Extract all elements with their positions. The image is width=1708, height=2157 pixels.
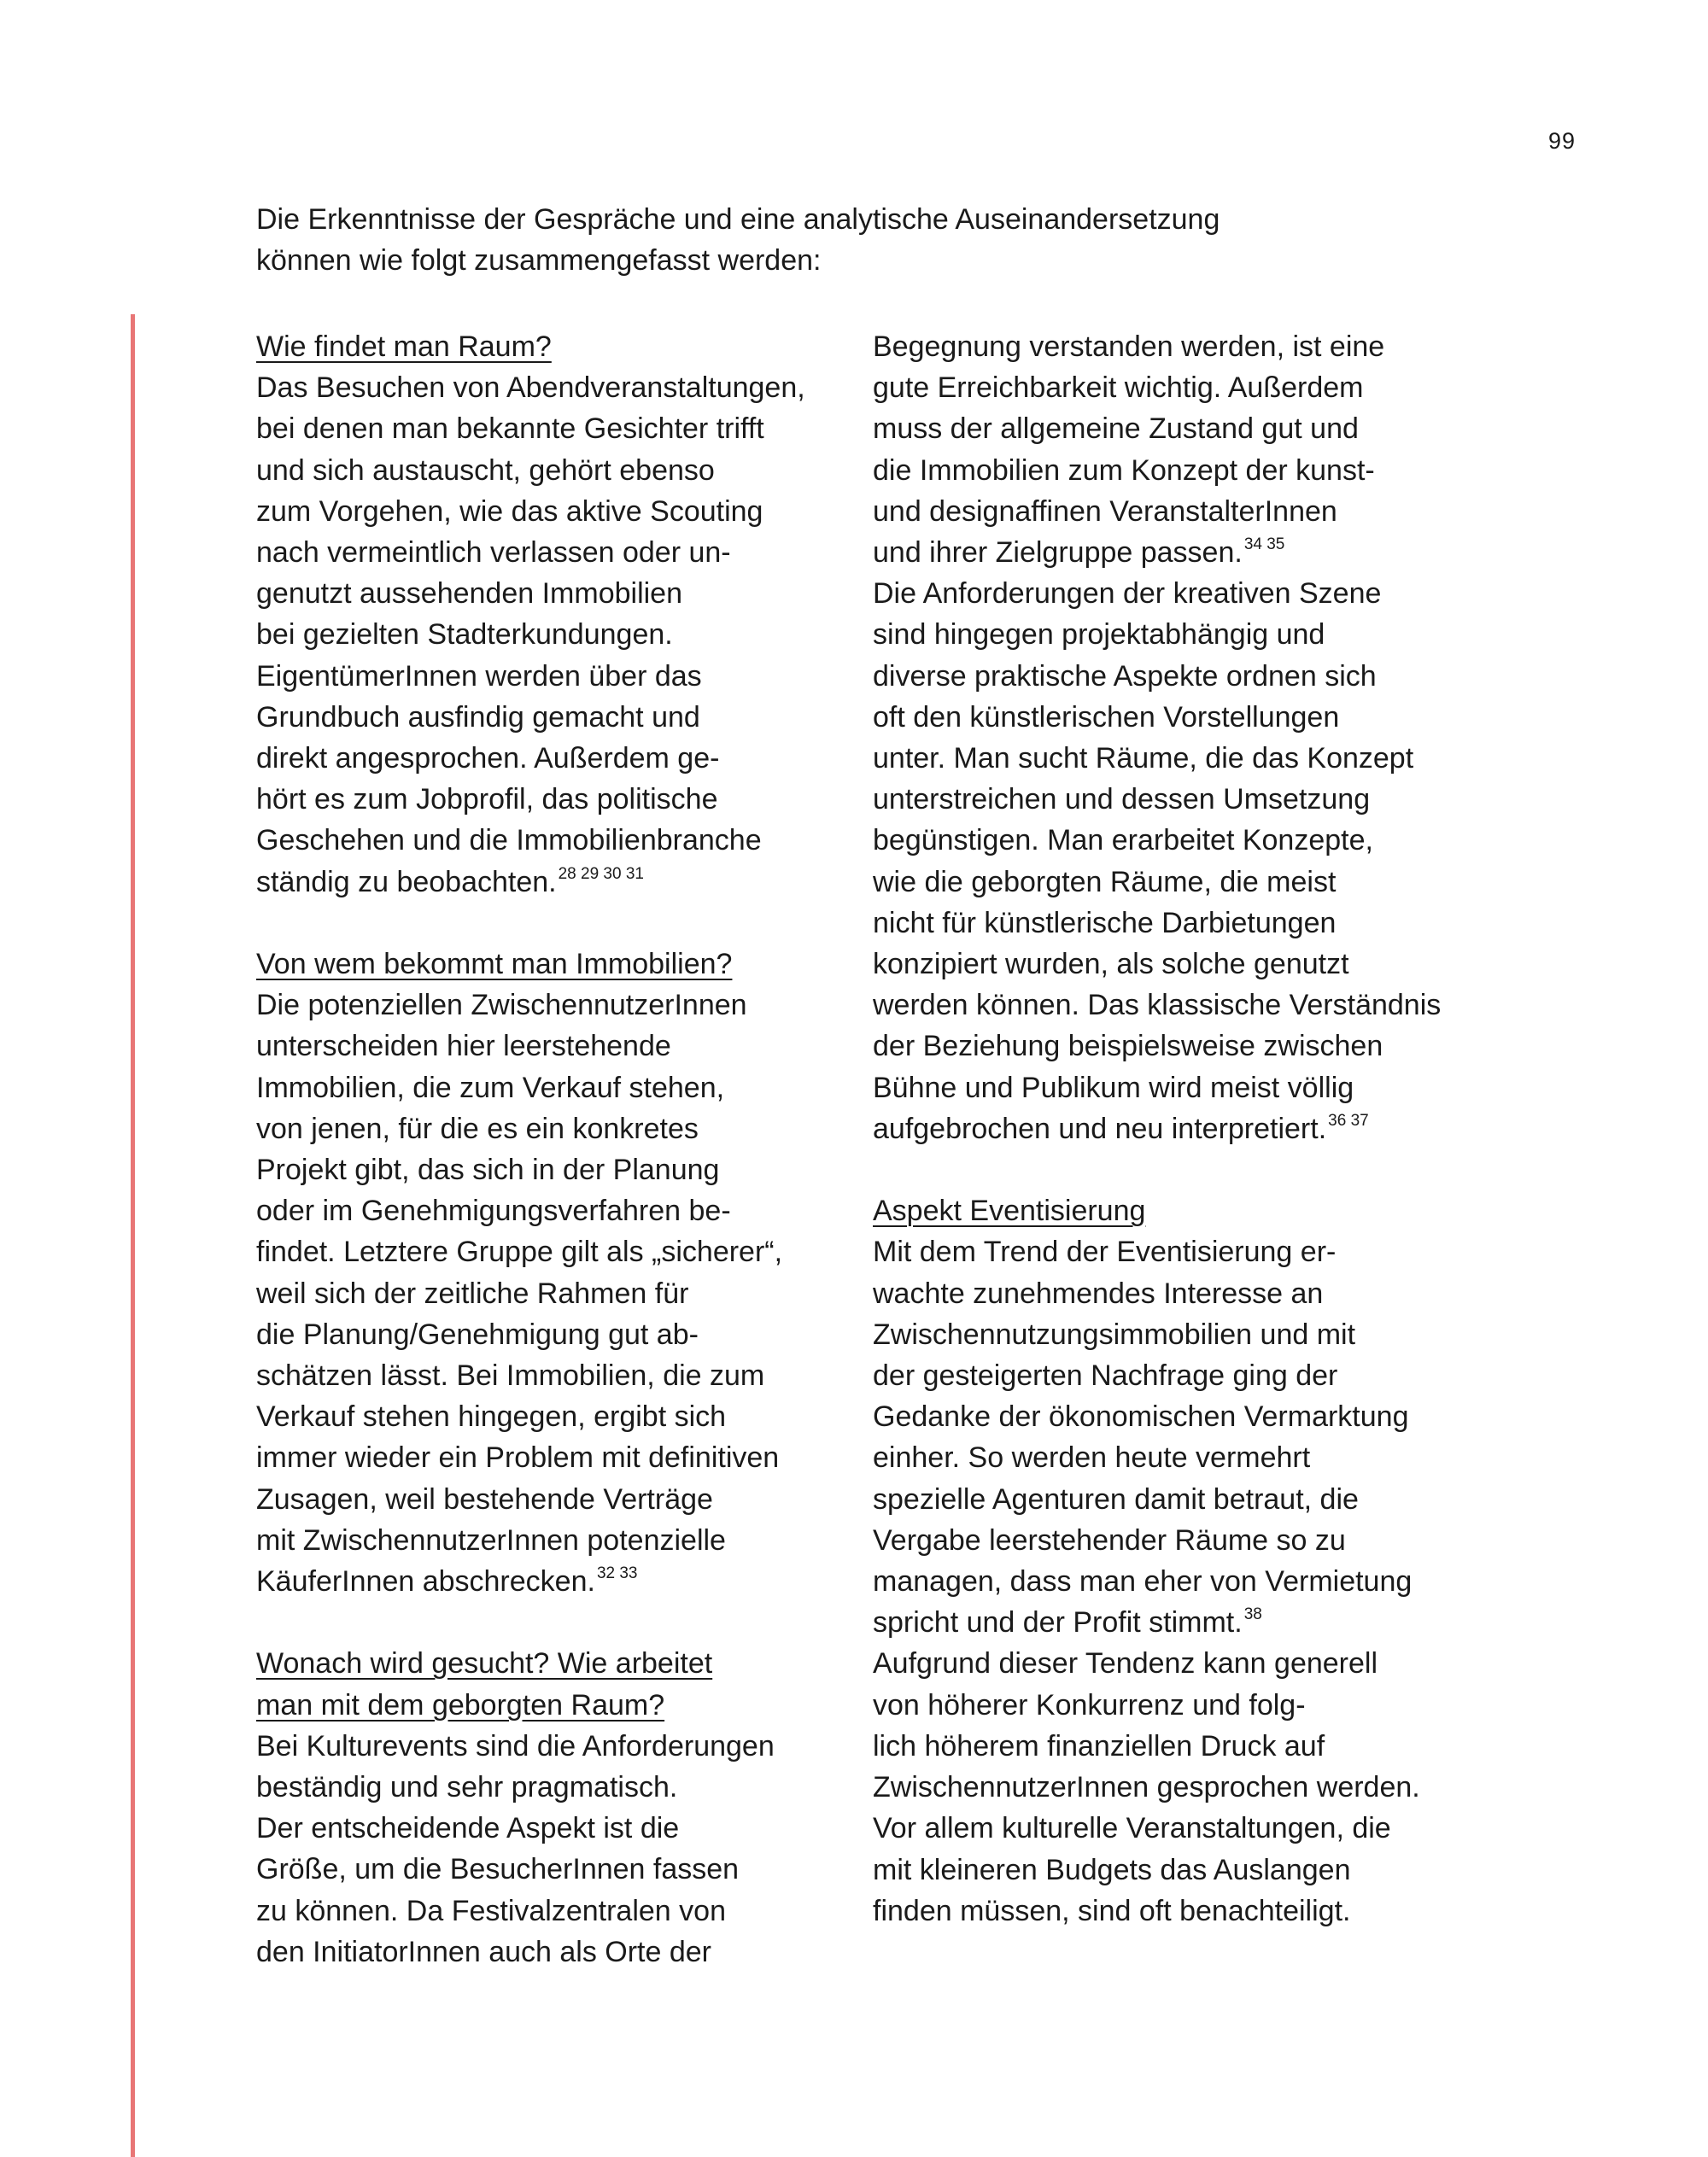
intro-line: können wie folgt zusammengefasst werden:	[256, 244, 822, 278]
text-line: von höherer Konkurrenz und folg-	[873, 1688, 1306, 1722]
text-line: Die potenziellen ZwischennutzerInnen	[256, 989, 747, 1022]
text-line-content: aufgebrochen und neu interpretiert.	[873, 1112, 1327, 1145]
text-line: bei denen man bekannte Gesichter trifft	[256, 412, 764, 446]
text-line	[873, 1108, 1488, 1149]
text-line: die Planung/Genehmigung gut ab-	[256, 1318, 699, 1351]
section-heading-search: Wonach wird gesucht? Wie arbeitet	[256, 1647, 713, 1681]
text-line: findet. Letztere Gruppe gilt als „sicherer“,	[256, 1236, 783, 1269]
text-line-content: und ihrer Zielgruppe passen.	[873, 536, 1243, 570]
text-line-content: spricht und der Profit stimmt.	[873, 1606, 1243, 1640]
text-line: beständig und sehr pragmatisch.	[256, 1771, 678, 1804]
text-line: mit ZwischennutzerInnen potenzielle	[256, 1523, 726, 1557]
text-line: wachte zunehmendes Interesse an	[873, 1277, 1324, 1310]
text-line: muss der allgemeine Zustand gut und	[873, 412, 1359, 446]
text-line: immer wieder ein Problem mit definitiven	[256, 1441, 780, 1475]
text-line: den InitiatorInnen auch als Orte der	[256, 1935, 711, 1968]
text-line: Begegnung verstanden werden, ist eine	[873, 330, 1385, 363]
text-line: nach vermeintlich verlassen oder un-	[256, 536, 731, 570]
intro-paragraph	[256, 199, 1366, 281]
text-line-content: KäuferInnen abschrecken.	[256, 1565, 595, 1599]
text-line	[256, 1561, 854, 1602]
text-line: und sich austauscht, gehört ebenso	[256, 453, 715, 487]
text-line: zu können. Da Festivalzentralen von	[256, 1894, 726, 1927]
footnote-refs: 38	[1243, 1605, 1262, 1624]
text-line-content: ständig zu beobachten.	[256, 865, 557, 898]
text-line: bei gezielten Stadterkundungen.	[256, 618, 673, 652]
footnote-refs: 32 33	[596, 1564, 638, 1583]
text-line: schätzen lässt. Bei Immobilien, die zum	[256, 1359, 765, 1393]
footnote-refs: 36 37	[1328, 1111, 1369, 1130]
text-line: diverse praktische Aspekte ordnen sich	[873, 659, 1377, 693]
page-number: 99	[1547, 128, 1576, 154]
accent-rule	[131, 314, 135, 2157]
text-line: Mit dem Trend der Eventisierung er-	[873, 1236, 1337, 1269]
text-line: managen, dass man eher von Vermietung	[873, 1565, 1413, 1599]
text-line: Bühne und Publikum wird meist völlig	[873, 1071, 1354, 1104]
text-line: unterstreichen und dessen Umsetzung	[873, 783, 1371, 816]
text-line: sind hingegen projektabhängig und	[873, 618, 1325, 652]
text-line: Die Anforderungen der kreativen Szene	[873, 577, 1382, 611]
text-line: von jenen, für die es ein konkretes	[256, 1112, 699, 1145]
footnote-refs: 34 35	[1243, 535, 1285, 554]
text-line: Geschehen und die Immobilienbranche	[256, 824, 762, 857]
text-line: wie die geborgten Räume, die meist	[873, 865, 1337, 898]
text-line: weil sich der zeitliche Rahmen für	[256, 1277, 689, 1310]
footnote-refs: 28 29 30 31	[558, 864, 644, 883]
intro-line: Die Erkenntnisse der Gespräche und eine analytische Auseinandersetzung	[256, 203, 1220, 236]
text-line: Gedanke der ökonomischen Vermarktung	[873, 1400, 1409, 1434]
left-column	[256, 326, 854, 1973]
text-line: finden müssen, sind oft benachteiligt.	[873, 1894, 1351, 1927]
text-line: Der entscheidende Aspekt ist die	[256, 1812, 680, 1845]
text-line	[256, 862, 854, 903]
text-line	[873, 1602, 1488, 1643]
text-line: einher. So werden heute vermehrt	[873, 1441, 1311, 1475]
text-line: die Immobilien zum Konzept der kunst-	[873, 453, 1375, 487]
text-line: Das Besuchen von Abendveranstaltungen,	[256, 371, 805, 405]
text-line: der gesteigerten Nachfrage ging der	[873, 1359, 1338, 1393]
text-line: EigentümerInnen werden über das	[256, 659, 702, 693]
text-line: oft den künstlerischen Vorstellungen	[873, 700, 1340, 734]
text-line	[873, 532, 1488, 573]
section-heading-eventisation: Aspekt Eventisierung	[873, 1195, 1146, 1228]
text-line: lich höherem finanziellen Druck auf	[873, 1729, 1325, 1762]
text-line: konzipiert wurden, als solche genutzt	[873, 948, 1349, 981]
text-line: unter. Man sucht Räume, die das Konzept	[873, 742, 1414, 775]
text-line: gute Erreichbarkeit wichtig. Außerdem	[873, 371, 1364, 405]
text-line: Projekt gibt, das sich in der Planung	[256, 1154, 720, 1187]
text-line: Bei Kulturevents sind die Anforderungen	[256, 1729, 775, 1762]
text-line: Immobilien, die zum Verkauf stehen,	[256, 1071, 725, 1104]
section-heading-find-space: Wie findet man Raum?	[256, 330, 552, 363]
text-line: der Beziehung beispielsweise zwischen	[873, 1030, 1383, 1063]
text-line: Vergabe leerstehender Räume so zu	[873, 1523, 1346, 1557]
text-line: Verkauf stehen hingegen, ergibt sich	[256, 1400, 727, 1434]
text-line: mit kleineren Budgets das Auslangen	[873, 1853, 1351, 1886]
section-heading-search-cont: man mit dem geborgten Raum?	[256, 1688, 665, 1722]
right-column	[873, 326, 1488, 1932]
text-line: direkt angesprochen. Außerdem ge-	[256, 742, 720, 775]
text-line: Vor allem kulturelle Veranstaltungen, die	[873, 1812, 1391, 1845]
text-line: Größe, um die BesucherInnen fassen	[256, 1853, 740, 1886]
text-line: und designaffinen VeranstalterInnen	[873, 494, 1337, 528]
text-line: ZwischennutzerInnen gesprochen werden.	[873, 1771, 1420, 1804]
section-heading-get-property: Von wem bekommt man Immobilien?	[256, 948, 733, 981]
text-line: hört es zum Jobprofil, das politische	[256, 783, 718, 816]
text-line: nicht für künstlerische Darbietungen	[873, 906, 1337, 939]
text-line: Zusagen, weil bestehende Verträge	[256, 1482, 713, 1516]
text-line: werden können. Das klassische Verständnis	[873, 989, 1442, 1022]
text-line: genutzt aussehenden Immobilien	[256, 577, 682, 611]
text-line: Grundbuch ausfindig gemacht und	[256, 700, 700, 734]
text-line: Zwischennutzungsimmobilien und mit	[873, 1318, 1356, 1351]
text-line: zum Vorgehen, wie das aktive Scouting	[256, 494, 763, 528]
text-line: unterscheiden hier leerstehende	[256, 1030, 671, 1063]
text-line: Aufgrund dieser Tendenz kann generell	[873, 1647, 1378, 1681]
text-line: oder im Genehmigungsverfahren be-	[256, 1195, 731, 1228]
text-line: spezielle Agenturen damit betraut, die	[873, 1482, 1359, 1516]
text-line: begünstigen. Man erarbeitet Konzepte,	[873, 824, 1373, 857]
